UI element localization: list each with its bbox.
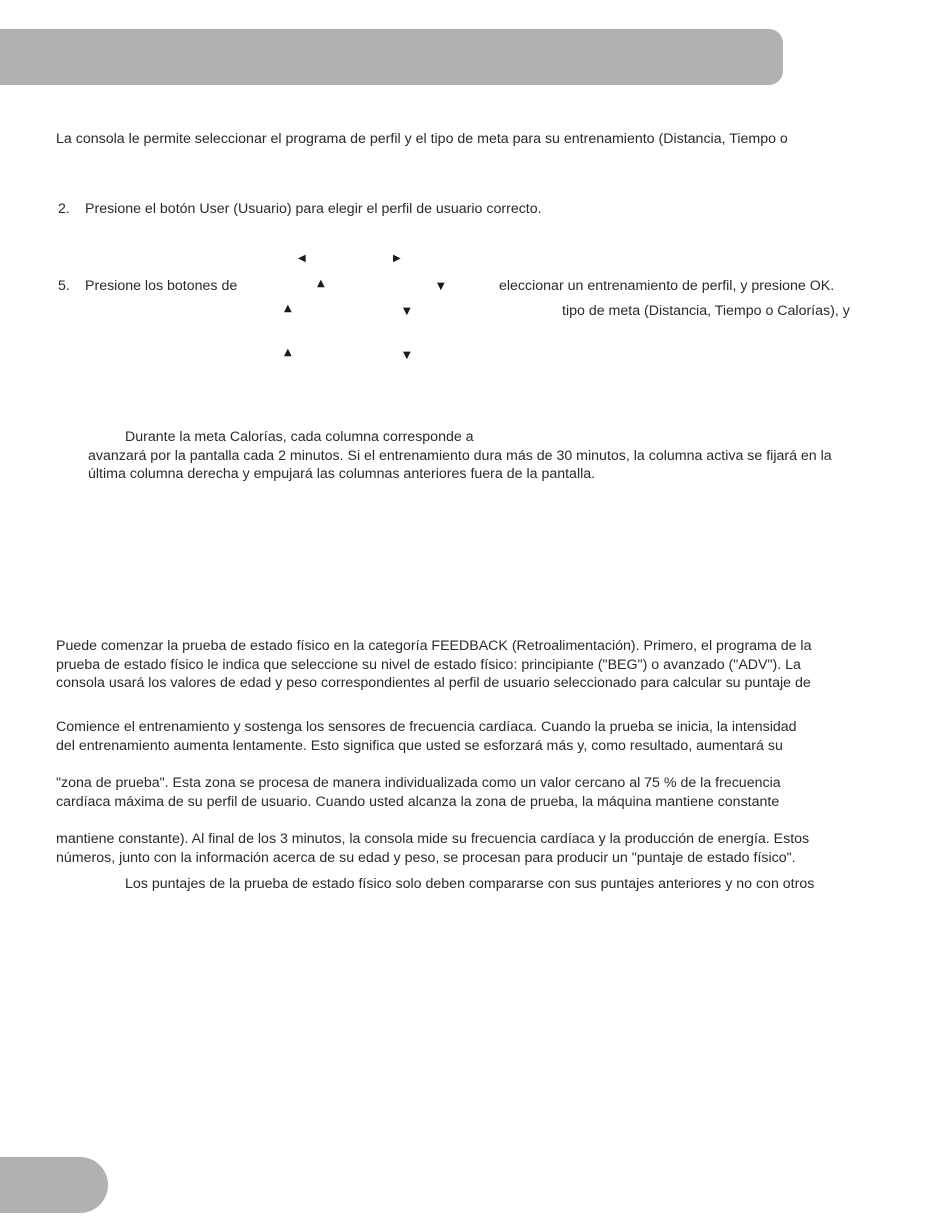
- fitness-para-4-line: mantiene constante). Al final de los 3 minutos, la consola mide su frecuencia cardíaca y la producción de energía. Estos: [56, 831, 810, 847]
- step-5-number: 5.: [58, 278, 70, 294]
- fitness-para-1-line: consola usará los valores de edad y peso correspondientes al perfil de usuario seleccionado para calcular su puntaje de: [56, 675, 811, 691]
- fitness-para-2-line: Comience el entrenamiento y sostenga los sensores de frecuencia cardíaca. Cuando la prueba se inicia, la intensidad: [56, 719, 797, 735]
- fitness-para-2-line: del entrenamiento aumenta lentamente. Esto significa que usted se esforzará más y, como resultado, aumentará su: [56, 738, 783, 754]
- step-5-suffix: eleccionar un entrenamiento de perfil, y presione OK.: [499, 278, 835, 294]
- fitness-para-3-line: cardíaca máxima de su perfil de usuario. Cuando usted alcanza la zona de prueba, la máquina mantiene constante: [56, 794, 780, 810]
- step-2-text: Presione el botón User (Usuario) para elegir el perfil de usuario correcto.: [85, 201, 542, 217]
- right-arrow-icon: ▶: [393, 253, 401, 264]
- page-number-tab: [0, 1157, 108, 1213]
- down-arrow-icon: ▼: [437, 281, 445, 292]
- step-2-number: 2.: [58, 201, 70, 217]
- fitness-para-3-line: "zona de prueba". Esta zona se procesa de manera individualizada como un valor cercano al 75 % de la frecuencia: [56, 775, 781, 791]
- header-bar: [0, 29, 783, 85]
- fitness-para-1-line: Puede comenzar la prueba de estado físico en la categoría FEEDBACK (Retroalimentación). Primero, el programa de la: [56, 638, 812, 654]
- fitness-para-1-line: prueba de estado físico le indica que seleccione su nivel de estado físico: principiante ("BEG") o avanzado ("ADV"). La: [56, 657, 801, 673]
- intro-line: La consola le permite seleccionar el programa de perfil y el tipo de meta para su entrenamiento (Distancia, Tiempo o: [56, 131, 788, 147]
- up-arrow-icon: ▲: [317, 278, 325, 289]
- fitness-para-4-line: números, junto con la información acerca de su edad y peso, se procesan para producir un "puntaje de estado físico".: [56, 850, 796, 866]
- up-arrow-icon: ▲: [284, 347, 292, 358]
- up-arrow-icon: ▲: [284, 303, 292, 314]
- calories-note-line-2: avanzará por la pantalla cada 2 minutos. Si el entrenamiento dura más de 30 minutos, la columna activa se fijará en la: [88, 448, 832, 464]
- left-arrow-icon: ◀: [298, 253, 306, 264]
- down-arrow-icon: ▼: [403, 306, 411, 317]
- down-arrow-icon: ▼: [403, 350, 411, 361]
- calories-note-line-1: Durante la meta Calorías, cada columna corresponde a: [125, 429, 474, 445]
- step-5-prefix: Presione los botones de: [85, 278, 238, 294]
- fitness-note: Los puntajes de la prueba de estado físico solo deben compararse con sus puntajes anteriores y no con otros: [125, 876, 815, 892]
- calories-note-line-3: última columna derecha y empujará las columnas anteriores fuera de la pantalla.: [88, 466, 596, 482]
- step-5-line-2: tipo de meta (Distancia, Tiempo o Calorías), y: [562, 303, 850, 319]
